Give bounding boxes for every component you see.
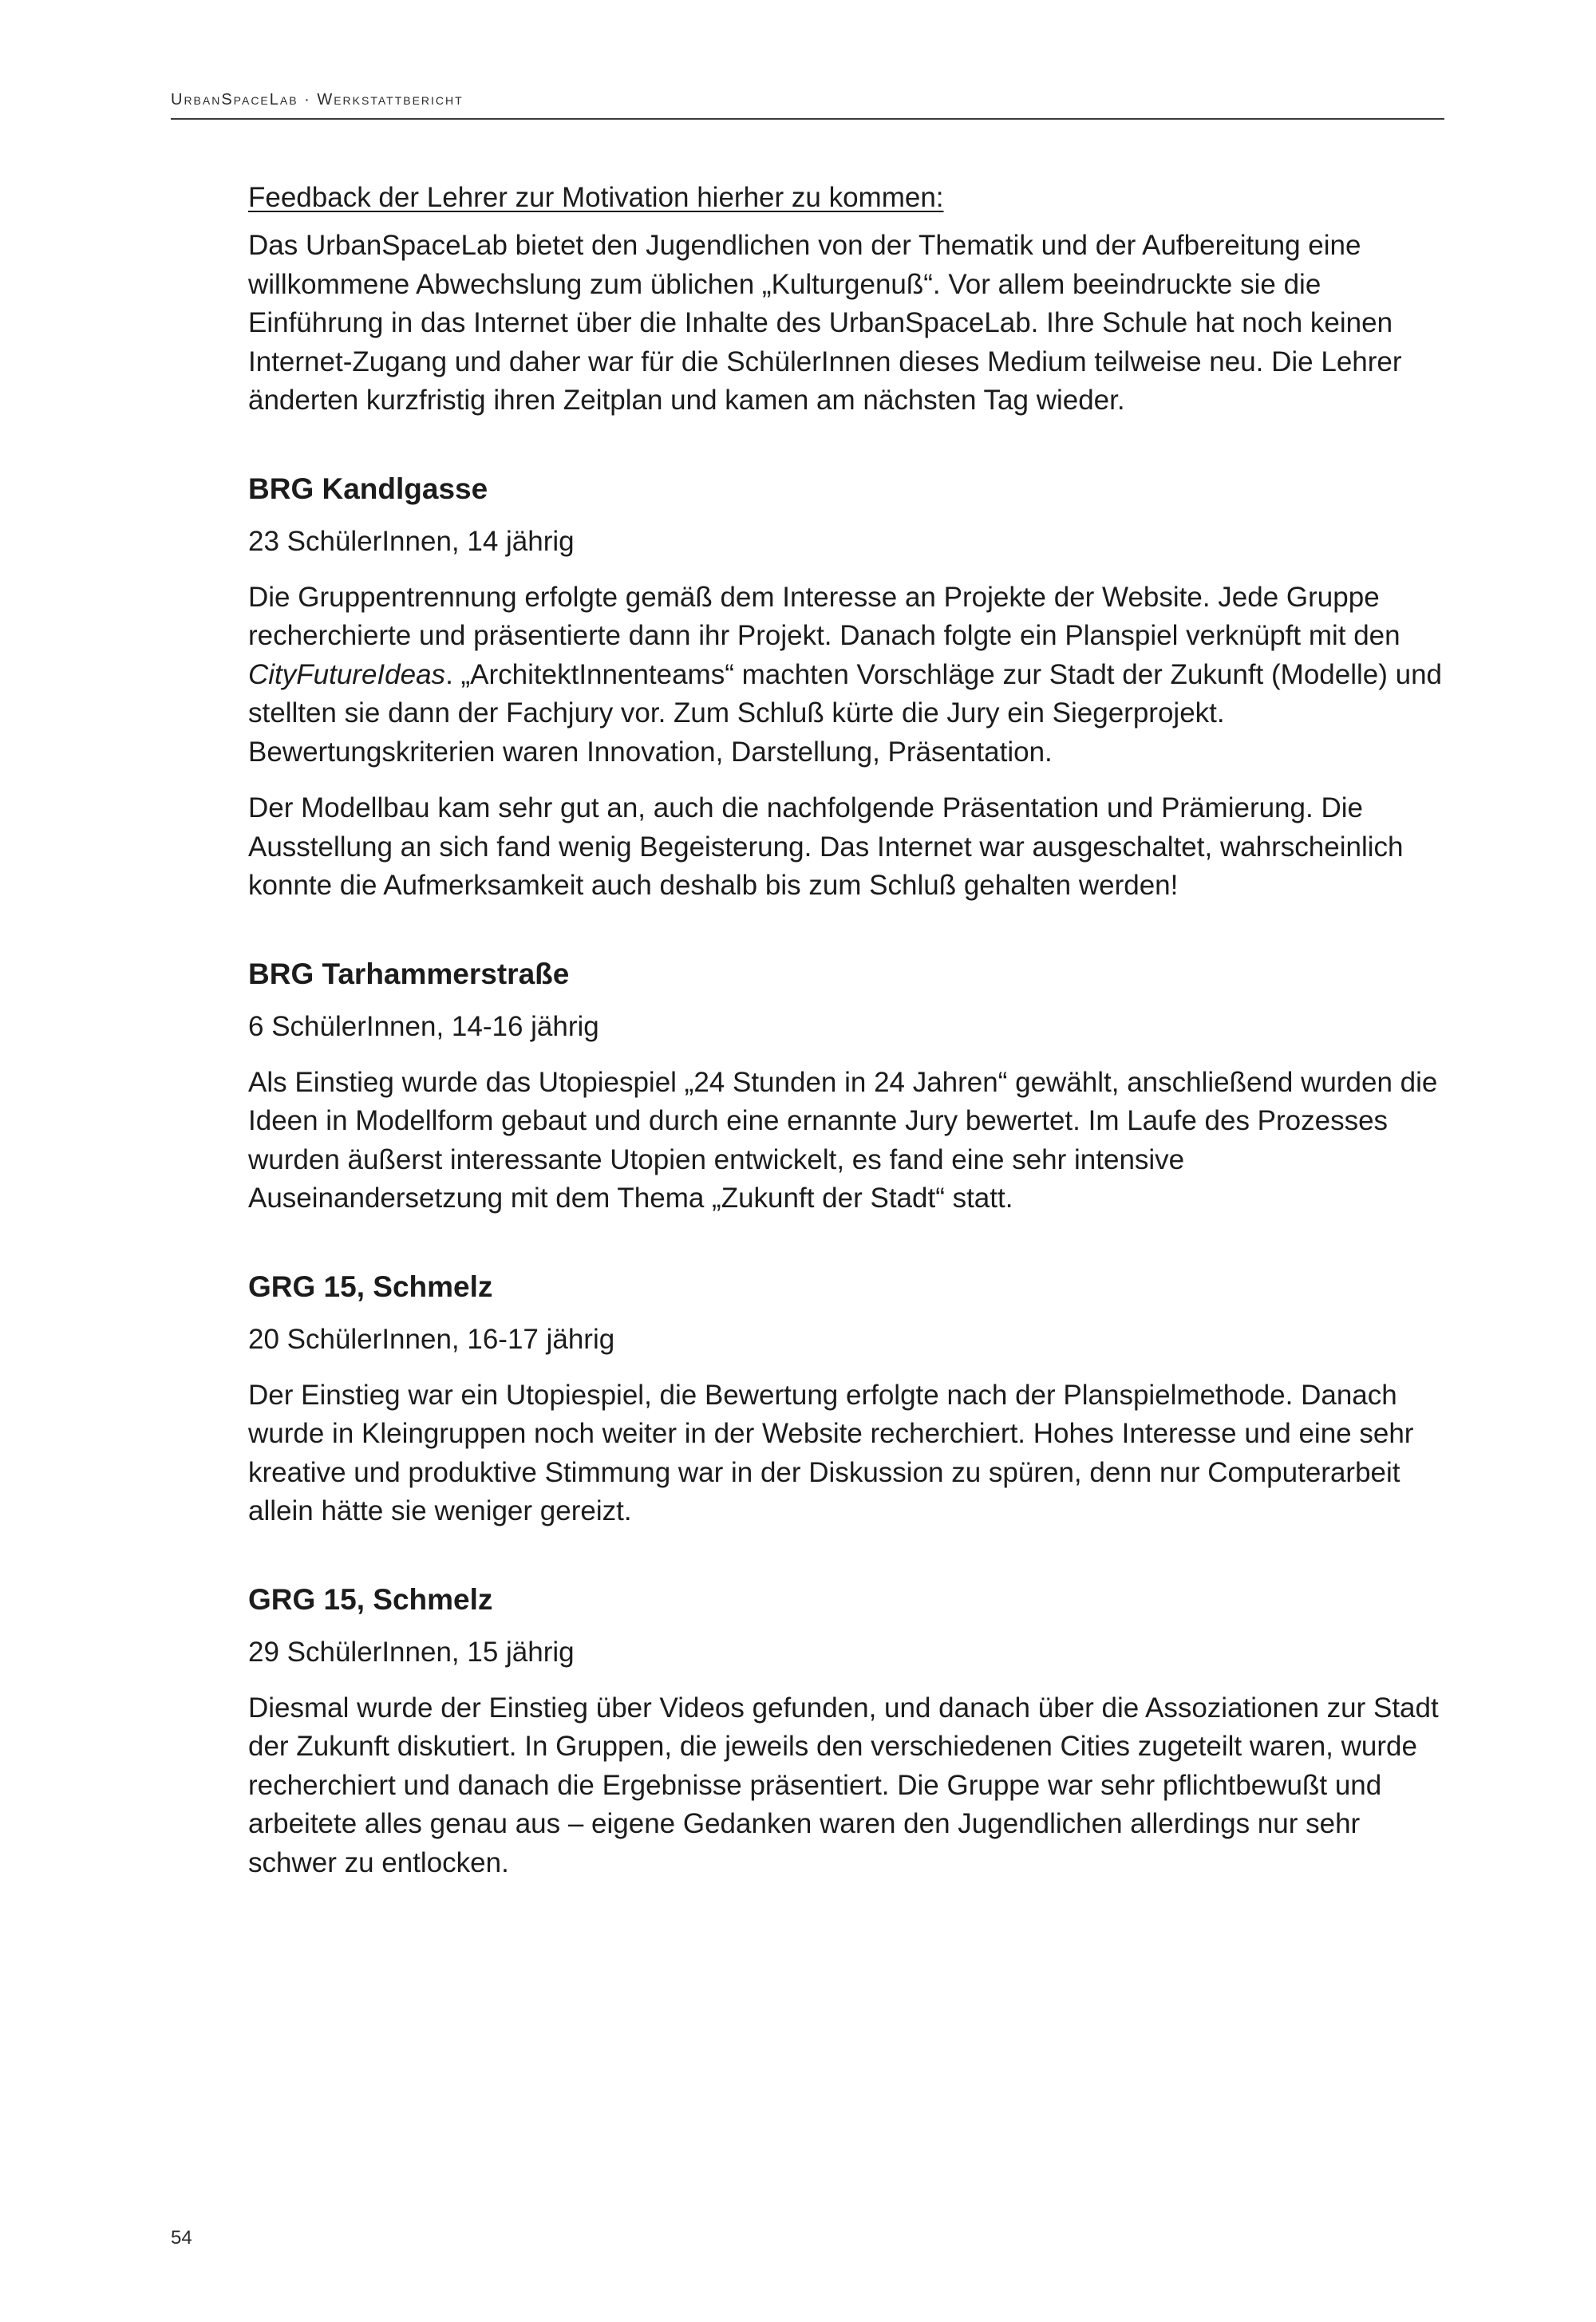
section-title: BRG Kandlgasse <box>248 472 488 505</box>
section-paragraph: Als Einstieg wurde das Utopiespiel „24 Stunden in 24 Jahren“ gewählt, anschließend wurden die Ideen in Modellform gebaut und durch eine ernannte Jury bewertet. Im Laufe des Prozesses wurden äußerst interessante Utopien entwickelt, es fand eine sehr intensive Auseinandersetzung mit dem Thema „Zukunft der Stadt“ statt. <box>248 1066 1438 1214</box>
page-number: 54 <box>171 2227 192 2249</box>
section-paragraph: Der Einstieg war ein Utopiespiel, die Bewertung erfolgte nach der Planspielmethode. Danach wurde in Kleingruppen noch weiter in der Website recherchiert. Hohes Interesse und eine sehr kreative und produktive Stimmung war in der Diskussion zu spüren, denn nur Computerarbeit allein hätte sie weniger gereizt. <box>248 1379 1414 1526</box>
paragraph-text: . „ArchitektInnenteams“ machten Vorschläge zur Stadt der Zukunft (Modelle) und stellten sie dann der Fachjury vor. Zum Schluß kürte die Jury ein Siegerprojekt. Bewertungskriterien waren Innovation, Darstellung, Präsentation. <box>248 658 1443 768</box>
section-grg15-schmelz-1 <box>248 1268 1445 1531</box>
section-title: GRG 15, Schmelz <box>248 1270 493 1303</box>
section-brg-tarhammerstrasse <box>248 955 1445 1218</box>
section-brg-kandlgasse <box>248 470 1445 906</box>
emphasis-text: CityFutureIdeas <box>248 658 446 690</box>
section-paragraph: Diesmal wurde der Einstieg über Videos gefunden, und danach über die Assoziationen zur Stadt der Zukunft diskutiert. In Gruppen, die jeweils den verschiedenen Cities zugeteilt waren, wurde recherchiert und danach die Ergebnisse präsentiert. Die Gruppe war sehr pflichtbewußt und arbeitete alles genau aus – eigene Gedanken waren den Jugendlichen allerdings nur sehr schwer zu entlocken. <box>248 1692 1439 1878</box>
section-title: BRG Tarhammerstraße <box>248 957 570 990</box>
running-head: UrbanSpaceLab · Werkstattbericht <box>171 91 464 109</box>
section-paragraph: Der Modellbau kam sehr gut an, auch die nachfolgende Präsentation und Prämierung. Die Ausstellung an sich fand wenig Begeisterung. Das Internet war ausgeschaltet, wahrscheinlich konnte die Aufmerksamkeit auch deshalb bis zum Schluß gehalten werden! <box>248 792 1404 901</box>
section-title: GRG 15, Schmelz <box>248 1582 493 1616</box>
section-meta: 29 SchülerInnen, 15 jährig <box>248 1636 575 1668</box>
page-content <box>248 179 1445 1882</box>
section-paragraph <box>248 579 1445 772</box>
intro-paragraph: Das UrbanSpaceLab bietet den Jugendlichen von der Thematik und der Aufbereitung eine willkommene Abwechslung zum üblichen „Kulturgenuß“. Vor allem beeindruckte sie die Einführung in das Internet über die Inhalte des UrbanSpaceLab. Ihre Schule hat noch keinen Internet-Zugang und daher war für die SchülerInnen dieses Medium teilweise neu. Die Lehrer änderten kurzfristig ihren Zeitplan und kamen am nächsten Tag wieder. <box>248 230 1402 416</box>
section-grg15-schmelz-2 <box>248 1581 1445 1883</box>
section-meta: 23 SchülerInnen, 14 jährig <box>248 525 575 557</box>
header-rule <box>171 118 1444 120</box>
paragraph-text: Die Gruppentrennung erfolgte gemäß dem Interesse an Projekte der Website. Jede Gruppe recherchierte und präsentierte dann ihr Projekt. Danach folgte ein Planspiel verknüpft mit den <box>248 581 1400 651</box>
section-meta: 6 SchülerInnen, 14-16 jährig <box>248 1010 599 1042</box>
intro-block <box>248 179 1445 421</box>
intro-heading: Feedback der Lehrer zur Motivation hierher zu kommen: <box>248 182 944 213</box>
section-meta: 20 SchülerInnen, 16-17 jährig <box>248 1323 615 1355</box>
